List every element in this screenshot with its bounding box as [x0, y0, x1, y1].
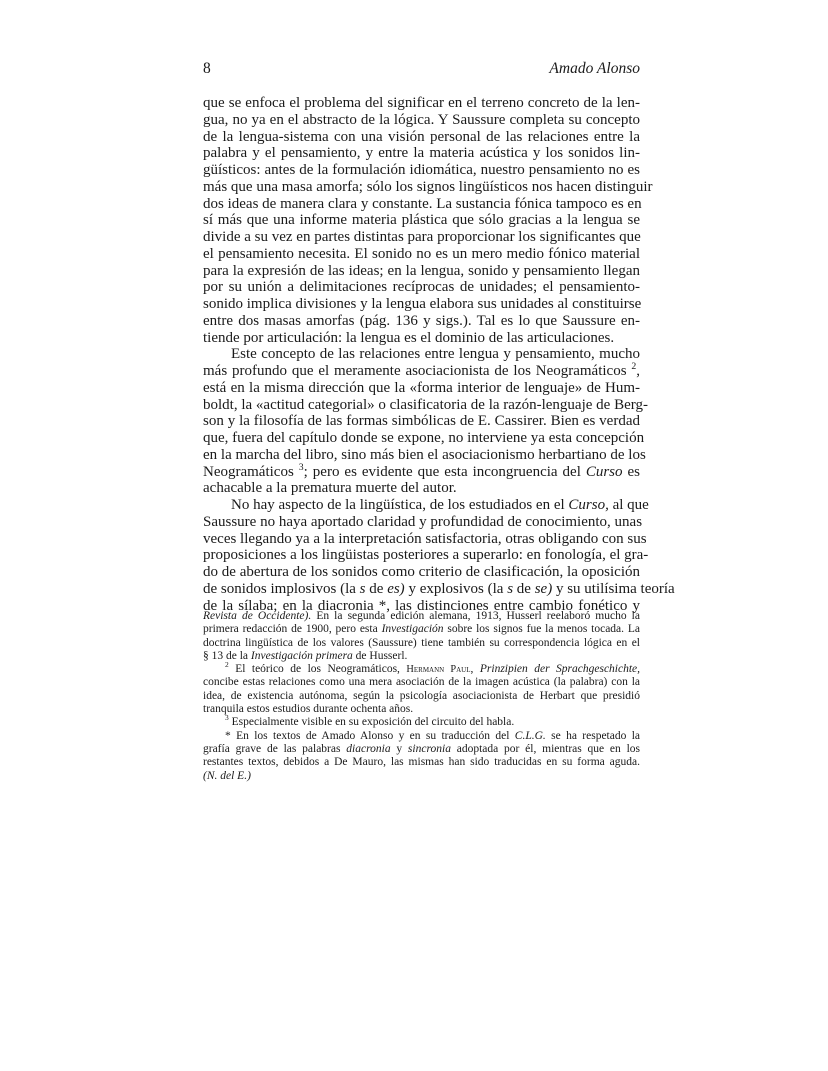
text-run: sobre los signos fue la menos tocada. La [443, 623, 641, 636]
footnote-ref: 3 [225, 713, 229, 723]
body-line [203, 246, 640, 263]
text-run: de [513, 580, 535, 597]
text-run: primera redacción de 1900, pero esta [203, 623, 382, 636]
text-run: y [390, 742, 408, 755]
text-run: proposiciones a los lingüistas posteriores a superarlo: en fonología, el gra- [203, 547, 649, 564]
italic-run: diacronia [346, 742, 391, 755]
italic-run: C.L.G. [514, 729, 546, 742]
text-run: veces llegando ya a la interpretación satisfactoria, otras obligando con sus [203, 530, 647, 547]
text-run: el pensamiento necesita. El sonido no es un mero medio fónico material [203, 245, 640, 262]
body-line [203, 263, 640, 280]
italic-run: es) [387, 580, 405, 597]
text-run: Saussure no haya aportado claridad y profundidad de conocimiento, unas [203, 513, 643, 530]
body-line [203, 363, 640, 380]
text-run: concibe estas relaciones como una mera asociación de la imagen acústica (la palabra) con la [203, 676, 640, 689]
text-run: güísticos: antes de la formulación idiomática, nuestro pensamiento no es [203, 162, 640, 178]
footnote-ref: 3 [298, 461, 304, 473]
footnote-line [203, 713, 640, 729]
footnote-ref: 2 [631, 361, 637, 372]
footnotes [203, 610, 640, 783]
text-run: dos ideas de manera clara y constante. La sustancia fónica tampoco es en [203, 195, 642, 212]
body-line [203, 95, 640, 112]
footnote-ref: 2 [225, 660, 229, 670]
body-line [203, 313, 640, 330]
text-run: do de abertura de los sonidos como criterio de clasificación, la oposición [203, 564, 640, 580]
text-run: que se enfoca el problema del significar en el terreno concreto de la len- [203, 95, 640, 111]
text-run: Especialmente visible en su exposición del circuito del habla. [228, 716, 515, 729]
text-run: No hay aspecto de la lingüística, de los estudiados en el [231, 497, 569, 513]
footnote-line [203, 610, 640, 623]
body-line [203, 162, 640, 179]
body-line [203, 229, 640, 246]
text-run: que, fuera del capítulo donde se expone, no interviene ya esta concepción [203, 430, 645, 446]
italic-run: s [359, 580, 366, 597]
body-line [203, 129, 640, 146]
text-run: ; pero es evidente que esta incongruencia del [303, 463, 586, 480]
italic-run: Prinzipien der Sprachgeschichte, [479, 663, 641, 676]
text-run: es [622, 463, 640, 480]
text-run: sonido implica divisiones y la lengua elabora sus unidades al constituirse [203, 296, 642, 312]
footnote-line [203, 650, 640, 663]
text-run: y explosivos (la [404, 580, 508, 597]
footnote-line [203, 637, 640, 650]
body-line [203, 513, 643, 531]
body-line [203, 279, 640, 296]
body-line [203, 497, 649, 514]
text-run: en la marcha del libro, sino más bien el asociacionismo herbartiano de los [203, 446, 646, 463]
text-run: En la segunda edición alemana, 1913, Husserl reelaboró mucho la [311, 610, 640, 622]
footnote-line [203, 623, 640, 636]
italic-run: se) [534, 580, 553, 597]
text-run: tiende por articulación: la lengua es el dominio de las articulaciones. [203, 329, 615, 346]
body-line [203, 564, 640, 581]
italic-run: Investigación [381, 623, 444, 636]
footnote-line [203, 770, 640, 783]
text-run: tranquila estos estudios durante ochenta años. [203, 703, 414, 716]
body-line [203, 330, 640, 347]
text-run: por su unión a delimitaciones recíprocas de unidades; el pensamiento- [203, 279, 640, 296]
text-run: de sonidos implosivos (la [203, 580, 360, 597]
body-line [203, 212, 640, 229]
text-run: doctrina lingüística de los valores (Saussure) tiene también su correspondencia lógica en el [203, 636, 640, 649]
footnote-line [203, 690, 640, 703]
italic-run: Investigación primera [250, 649, 353, 662]
body-line [203, 446, 646, 464]
body-line [203, 580, 675, 598]
text-run: de la sílaba; en la diacronia *, las distinciones entre cambio fonético y [203, 597, 640, 614]
body-line [203, 196, 640, 213]
italic-run: sincronia [407, 742, 451, 755]
text-run: Neogramáticos [203, 463, 299, 480]
text-run: más que una masa amorfa; sólo los signos lingüísticos nos hacen distinguir [203, 178, 653, 195]
small-caps-run: Hermann Paul [406, 664, 471, 676]
body-line [203, 145, 640, 162]
body-text [203, 95, 675, 614]
body-line [203, 346, 640, 363]
footnote-line [203, 743, 640, 756]
text-run: idea, de existencia autónoma, según la psicología asociacionista de Herbart que presidió [203, 689, 640, 702]
body-line [203, 112, 640, 129]
text-run: adoptada por él, mientras que en los [450, 742, 641, 755]
text-run: achacable a la prematura muerte del autor. [203, 480, 457, 497]
body-line [203, 547, 649, 564]
footnote-line [203, 756, 640, 769]
text-run: para la expresión de las ideas; en la lengua, sonido y pensamiento llegan [203, 262, 640, 279]
text-run: de Husserl. [352, 649, 408, 662]
text-run: , [636, 363, 640, 379]
footnote-line [203, 730, 640, 743]
footnote-line [203, 703, 640, 716]
italic-run: Revista de Occidente). [203, 610, 312, 622]
body-line [203, 380, 640, 397]
text-run: de la lengua-sistema con una visión personal de las relaciones entre la [203, 128, 640, 145]
text-run: entre dos masas amorfas (pág. 136 y sigs.). Tal es lo que Saussure en- [203, 312, 640, 329]
footnote-line [203, 676, 640, 689]
italic-run: s [507, 580, 514, 597]
text-run: § 13 de la [203, 649, 251, 662]
body-line [203, 480, 640, 497]
text-run: restantes textos, debidos a De Mauro, las mismas han sido traducidas en su forma aguda. [203, 756, 640, 769]
text-run: se ha respetado la [545, 729, 641, 742]
italic-run: Curso, [568, 497, 609, 513]
text-run: palabra y el pensamiento, y entre la materia acústica y los sonidos lin- [203, 145, 640, 162]
text-run: de [365, 580, 388, 597]
text-run: * En los textos de Amado Alonso y en su traducción del [225, 729, 515, 742]
text-run: boldt, la «actitud categorial» o clasificatoria de la razón-lenguaje de Berg- [203, 396, 648, 413]
body-line [203, 461, 640, 481]
page-number: 8 [203, 60, 211, 77]
body-line [203, 530, 647, 548]
italic-run: Curso [585, 463, 623, 480]
text-run: sí más que una informe materia plástica que sólo gracias a la lengua se [203, 212, 640, 229]
text-run: y su utilísima teoría [552, 580, 675, 597]
footnote-line [203, 660, 641, 676]
text-run: Este concepto de las relaciones entre lengua y pensamiento, mucho [231, 346, 640, 363]
text-run: El teórico de los Neogramáticos, [228, 663, 407, 676]
body-line [203, 396, 648, 414]
text-run: al que [608, 497, 649, 513]
body-line [203, 430, 645, 447]
text-run: gua, no ya en el abstracto de la lógica. Y Saussure completa su concepto [203, 111, 640, 128]
text-run: , [470, 663, 480, 676]
text-run: más profundo que el meramente asociacionista de los Neogramáticos [203, 363, 632, 379]
text-run: está en la misma dirección que la «forma interior de lenguaje» de Hum- [203, 379, 640, 396]
text-run: son y la filosofía de las formas simbólicas de E. Cassirer. Bien es verdad [203, 413, 640, 430]
body-line [203, 296, 640, 313]
text-run: divide a su vez en partes distintas para proporcionar los significantes que [203, 229, 641, 245]
body-line [203, 178, 653, 196]
italic-run: (N. del E.) [203, 769, 251, 782]
text-run: grafía grave de las palabras [203, 742, 347, 755]
running-head: Amado Alonso [549, 60, 640, 77]
body-line [203, 413, 640, 430]
